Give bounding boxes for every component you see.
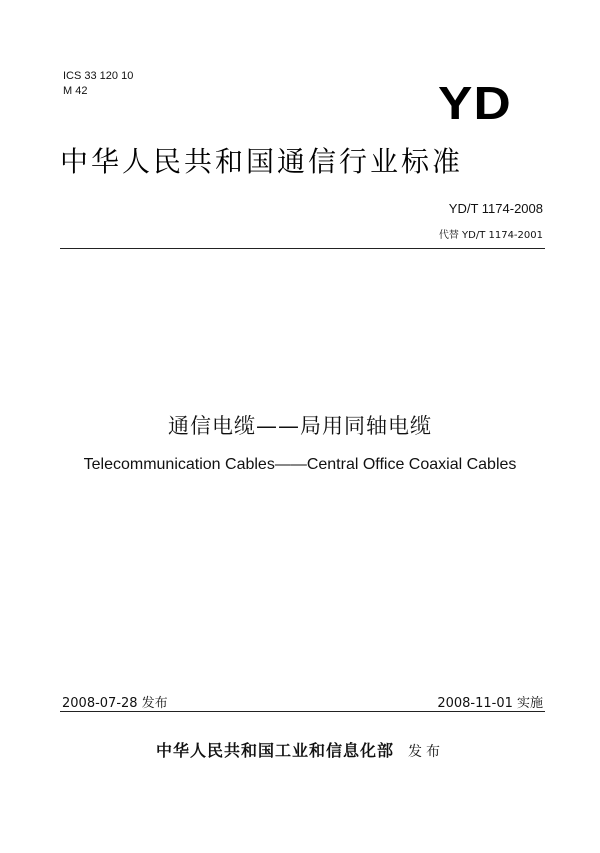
standard-number: YD/T 1174-2008 <box>448 201 543 216</box>
issue-date: 2008-07-28 发布 <box>62 696 168 711</box>
top-divider <box>60 248 545 249</box>
issuer-name: 中华人民共和国工业和信息化部 <box>155 741 394 760</box>
implementation-date: 2008-11-01 实施 <box>437 696 543 711</box>
category-code: M 42 <box>63 85 88 97</box>
ics-code: ICS 33 120 10 <box>63 70 134 82</box>
replaces-standard: 代替 YD/T 1174-2001 <box>438 230 543 241</box>
issuer-action: 发布 <box>408 744 444 760</box>
bottom-divider <box>60 711 545 712</box>
chinese-title: 通信电缆——局用同轴电缆 <box>168 414 432 438</box>
english-title: Telecommunication Cables——Central Office Coaxial Cables <box>83 456 517 473</box>
issuer <box>0 738 600 761</box>
standard-header-title: 中华人民共和国通信行业标准 <box>60 145 464 178</box>
yd-logo: YD <box>438 77 512 129</box>
